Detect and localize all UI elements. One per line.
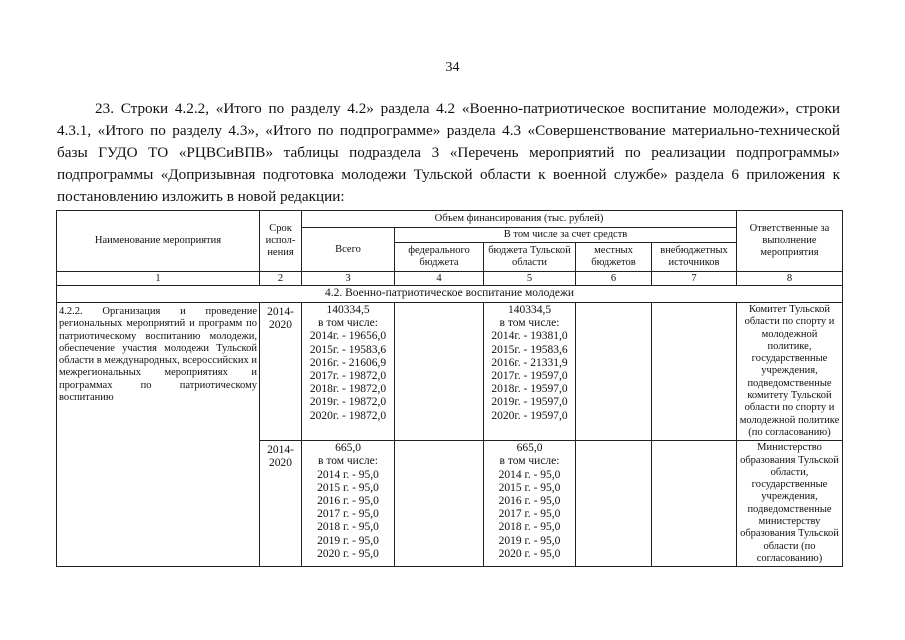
activity-name: 4.2.2. Организация и проведение региональных мероприятий и программ по патриотическому воспитанию молодежи, обеспечение участия молодежи Тульской области в международных, всероссийских и межрегиональных мероприятиях и программах по патриотическому воспитанию bbox=[57, 303, 260, 567]
total-amount-cell bbox=[302, 441, 395, 567]
section-row bbox=[57, 286, 843, 303]
regional-amount-cell bbox=[484, 441, 576, 567]
amount-line: 2014 г. - 95,0 bbox=[317, 468, 379, 481]
header-federal: федерального бюджета bbox=[395, 243, 484, 272]
page-number: 34 bbox=[445, 60, 460, 75]
column-number: 8 bbox=[737, 272, 843, 286]
amount-line: 2019 г. - 95,0 bbox=[498, 534, 561, 547]
amount-line: 2015 г. - 95,0 bbox=[317, 481, 379, 494]
column-number: 5 bbox=[484, 272, 576, 286]
amount-line: 665,0 bbox=[335, 442, 361, 455]
responsible-cell: Министерство образования Тульской области, государственные учреждения, подведомственные министерству образования Тульской области (по согласованию) bbox=[737, 441, 843, 567]
amount-line: 2017 г. - 95,0 bbox=[317, 508, 379, 521]
header-name: Наименование мероприятия bbox=[57, 211, 260, 272]
header-volume: Объем финансирования (тыс. рублей) bbox=[302, 211, 737, 228]
intro-paragraph: 23. Строки 4.2.2, «Итого по разделу 4.2» раздела 4.2 «Военно-патриотическое воспитание молодежи», строки 4.3.1, «Итого по разделу 4.3», «Итого по подпрограмме» раздела 4.3 «Совершенствование материально-технической базы ГУДО ТО «РЦВСиВПВ» таблицы подраздела 3 «Перечень мероприятий по реализации подпрограммы» подпрограммы «Допризывная подготовка молодежи Тульской области к военной службе» раздела 6 приложения к постановлению изложить в новой редакции: bbox=[57, 100, 840, 205]
amount-line: 2018г. - 19597,0 bbox=[491, 383, 568, 396]
header-extra: внебюджетных источников bbox=[652, 243, 737, 272]
amount-line: в том числе: bbox=[318, 317, 378, 330]
header-including: В том числе за счет средств bbox=[395, 228, 737, 243]
amount-line: 2015г. - 19583,6 bbox=[491, 343, 568, 356]
amount-line: 140334,5 bbox=[326, 304, 370, 316]
amount-line: 2019г. - 19597,0 bbox=[491, 396, 568, 409]
amount-line: 2019г. - 19872,0 bbox=[309, 396, 387, 409]
header-term: Срок испол-нения bbox=[260, 211, 302, 272]
amount-line: 140334,5 bbox=[507, 304, 552, 316]
column-number: 7 bbox=[652, 272, 737, 286]
amount-line: 2020 г. - 95,0 bbox=[317, 547, 379, 560]
header-responsible: Ответственные за выполнение мероприятия bbox=[737, 211, 843, 272]
amount-line: 2016 г. - 95,0 bbox=[498, 495, 561, 508]
amount-line: 2020г. - 19872,0 bbox=[309, 409, 387, 422]
column-numbers-row bbox=[57, 272, 843, 286]
financing-table bbox=[56, 210, 843, 567]
federal-cell bbox=[395, 441, 484, 567]
amount-line: 2016г. - 21606,9 bbox=[309, 356, 387, 369]
amount-line: 2014г. - 19381,0 bbox=[491, 330, 568, 343]
responsible-cell: Комитет Тульской области по спорту и молодежной политике, государственные учреждения, подведомственные комитету Тульской области по спорту и молодежной политике (по согласованию) bbox=[737, 303, 843, 441]
amount-line: 2020г. - 19597,0 bbox=[491, 409, 568, 422]
local-cell bbox=[576, 303, 652, 441]
federal-cell bbox=[395, 303, 484, 441]
extra-cell bbox=[652, 303, 737, 441]
amount-line: 2019 г. - 95,0 bbox=[317, 534, 379, 547]
amount-line: 2018г. - 19872,0 bbox=[309, 383, 387, 396]
header-total: Всего bbox=[302, 228, 395, 272]
amount-line: 2016 г. - 95,0 bbox=[317, 495, 379, 508]
table-row bbox=[57, 303, 843, 441]
term-cell: 2014-2020 bbox=[260, 303, 302, 441]
section-title: 4.2. Военно-патриотическое воспитание молодежи bbox=[57, 286, 843, 303]
amount-line: 2018 г. - 95,0 bbox=[317, 521, 379, 534]
header-regional: бюджета Тульской области bbox=[484, 243, 576, 272]
column-number: 4 bbox=[395, 272, 484, 286]
amount-line: в том числе: bbox=[499, 455, 560, 468]
amount-line: 2017 г. - 95,0 bbox=[498, 508, 561, 521]
amount-line: 2014 г. - 95,0 bbox=[498, 468, 561, 481]
amount-line: 2017г. - 19872,0 bbox=[309, 370, 387, 383]
local-cell bbox=[576, 441, 652, 567]
extra-cell bbox=[652, 441, 737, 567]
amount-line: 2018 г. - 95,0 bbox=[498, 521, 561, 534]
amount-line: 2015 г. - 95,0 bbox=[498, 481, 561, 494]
header-local: местных бюджетов bbox=[576, 243, 652, 272]
total-amount-cell bbox=[302, 303, 395, 441]
amount-line: 665,0 bbox=[516, 442, 543, 455]
column-number: 2 bbox=[260, 272, 302, 286]
column-number: 1 bbox=[57, 272, 260, 286]
column-number: 3 bbox=[302, 272, 395, 286]
amount-line: в том числе: bbox=[318, 455, 378, 468]
amount-line: 2014г. - 19656,0 bbox=[309, 330, 387, 343]
amount-line: 2015г. - 19583,6 bbox=[309, 343, 387, 356]
term-cell: 2014-2020 bbox=[260, 441, 302, 567]
amount-line: 2020 г. - 95,0 bbox=[498, 547, 561, 560]
column-number: 6 bbox=[576, 272, 652, 286]
amount-line: 2016г. - 21331,9 bbox=[491, 356, 568, 369]
amount-line: в том числе: bbox=[499, 317, 560, 330]
amount-line: 2017г. - 19597,0 bbox=[491, 370, 568, 383]
regional-amount-cell bbox=[484, 303, 576, 441]
